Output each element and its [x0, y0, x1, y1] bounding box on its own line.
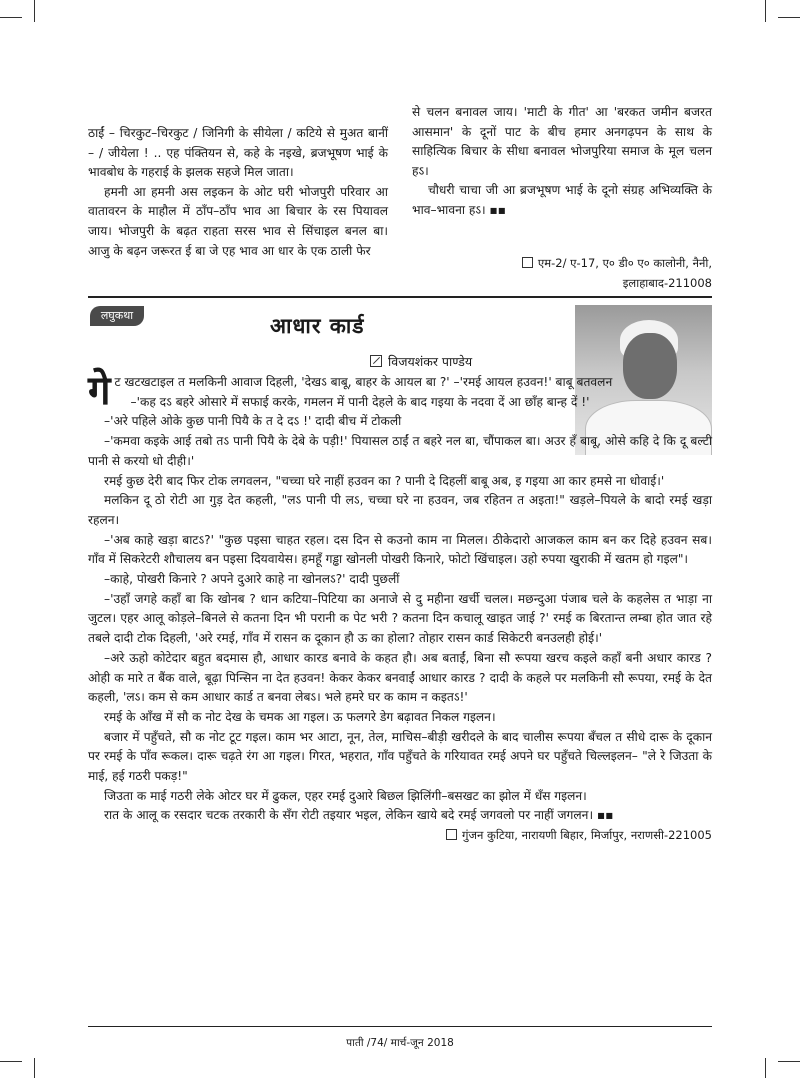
section-divider [88, 296, 712, 298]
paragraph: रमई के आँख में सौ क नोट देख के चमक आ गइल। ऊ फलगरे डेग बढ़ावत निकल गइलन। [104, 709, 496, 724]
paragraph: –'उहाँ जगहे कहाँ बा कि खोनब ? धान कटिया–पिटिया का अनाजे से दु महीना खर्ची चलल। मछन्दुआ पंजाब चले के कहलेस त भाड़ा ना जुटल। एहर आलू कोड़ले–बिनले से कतना दिन भी परानी क पेट भरी ? कतना दिन कचालू खाइत जाई ?' रमई क बिरतान्त लम्बा होत जात रहे तबले दादी टोक दिहली, 'अरे रमई, गाँव में रासन क दूकान हौ ऊ का होला? तोहार रासन कार्ड सिकेटरी बनउलही होई।' [88, 591, 712, 646]
story-address: गुंजन कुटिया, नारायणी बिहार, मिर्जापुर, नराणसी-221005 [88, 826, 712, 846]
drop-cap: गे [88, 368, 111, 414]
top-left-column [88, 124, 388, 261]
crop-mark [778, 17, 800, 18]
paragraph: –अरे ऊहो कोटेदार बहुत बदमास हौ, आधार कारड बनावे के कहत हौ। अब बताईं, बिना सौ रूपया खरच कइले कहाँ बनी अधार कारड ? ओही क मारे त बैंक वाले, बूढ़ा पिन्सिन ना देत हउवन! केकर केकर बनवाईं आधार कारड ? दादी के कहले पर मलकिनी सौ रूपया, रमई के देत कहली, 'लऽ। कम से कम आधार कार्ड त बनवा लेबऽ। भले हमरे घर क काम न कइतऽ!' [88, 650, 712, 705]
address-line: इलाहाबाद-211008 [622, 276, 712, 290]
footer-divider [88, 1026, 712, 1027]
paragraph: गेट खटखटाइल त मलकिनी आवाज दिहली, 'देखऽ बाबू, बाहर के आयल बा ?' –'रमई आयल हउवन!' बाबू बतवलन [88, 368, 613, 414]
paragraph: बजार में पहुँचते, सौ क नोट टूट गइल। काम भर आटा, नून, तेल, माचिस–बीड़ी खरीदले के बाद चालीस रूपया बँचल त सीधे दारू के दूकान पर रमई के पाँव रूकल। दारू चढ़ते रंग आ गइल। गिरत, भहरात, गाँव पहुँचते के गरियावत रमई अपने घर पहुँचते चिल्लइलन– "ले रे जिउता के माई, हई गठरी पकड़!" [88, 729, 712, 784]
paragraph: –'कह दऽ बहरे ओसारे में सफाई करके, गमलन में पानी देहले के बाद गइया के नदवा दें आ छाँह बान्ह दें !' [130, 394, 590, 409]
paragraph: –'अब काहे खड़ा बाटऽ?' "कुछ पइसा चाहत रहल। दस दिन से कउनो काम ना मिलल। ठीकेदारो आजकल काम बन कर दिहे हउवन सब। गाँव में सिकरेटरी शौचालय बन पइसा दियवायेस। हमहूँ गड्ढा खोनली पोखरी किनारे, फोटो खिंचाइल। उहो रुपया खुराकी में खतम हो गइल"। [88, 532, 712, 567]
paragraph: जिउता क माई गठरी लेके ओटर घर में ढुकल, एहर रमई दुआरे बिछल झिलिंगी–बसखट का झोल में धँस गइलन। [104, 788, 587, 803]
page-footer: पाती /74/ मार्च-जून 2018 [346, 1037, 454, 1049]
paragraph: हमनी आ हमनी अस लइकन के ओट घरी भोजपुरी परिवार आ वातावरन के माहौल में ठाँप–ठाँप भाव आ बिचार के रस पियावल जाय। भोजपुरी के बढ़त राहता सरस भाव से सिंचाइल बनल बा। आजु के बढ़न जरूरत ई बा जे एह भाव आ धार के एक ठाली फेर [88, 184, 388, 258]
paragraph: –'अरे पहिले ओके कुछ पानी पियै के त दे दऽ !' दादी बीच में टोकली [104, 414, 402, 429]
pen-icon [370, 355, 382, 367]
crop-mark [0, 17, 22, 18]
crop-mark [34, 0, 35, 22]
paragraph: रात के आलू क रसदार चटक तरकारी के सँग रोटी तइयार भइल, लेकिन खाये बदे रमई जगवलो पर नाहीं जगलन। ▪▪ [104, 808, 614, 823]
crop-mark [765, 1058, 766, 1078]
paragraph: से चलन बनावल जाय। 'माटी के गीत' आ 'बरकत जमीन बजरत आसमान' के दूनों पाट के बीच हमार अनगढ़पन के साथ के साहित्यिक बिचार के सीधा बनावल भोजपुरिया समाज के मूल चलन हऽ। [412, 105, 712, 178]
crop-mark [34, 1058, 35, 1078]
top-right-column [412, 103, 712, 221]
paragraph: रमई कुछ देरी बाद फिर टोक लगवलन, "चच्चा घरे नाहीं हउवन का ? पानी दे दिहलीं बाबू अब, इ गइया आ कार हमसे ना धोवाई।' [104, 473, 665, 488]
paragraph: चौधरी चाचा जी आ ब्रजभूषण भाई के दूनो संग्रह अभिव्यक्ति के भाव–भावना हऽ। ▪▪ [412, 183, 712, 217]
paragraph: –काहे, पोखरी किनारे ? अपने दुआरे काहे ना खोनलऽ?' दादी पुछलीं [104, 572, 400, 587]
address-line: एम-2/ ए-17, ए० डी० ए० कालोनी, नैनी, [412, 253, 712, 273]
paragraph: ठाईं – चिरकुट–चिरकुट / जिनिगी के सीयेला / कटिये से मुअत बानीं – / जीयेला ! .. एह पंक्तियन से, कहे के नइखे, ब्रजभूषण भाई के भावबोध के गहराई के झलक सहजे मिल जाता। [88, 126, 388, 180]
story-author: विजयशंकर पाण्डेय [370, 353, 472, 370]
story-body [88, 368, 712, 846]
category-tag: लघुकथा [90, 306, 144, 326]
crop-mark [765, 0, 766, 22]
top-address [412, 253, 712, 293]
square-bullet-icon [522, 257, 533, 268]
crop-mark [778, 1061, 800, 1062]
square-bullet-icon [446, 829, 457, 840]
crop-mark [0, 1061, 22, 1062]
story-title: आधार कार्ड [270, 314, 365, 338]
paragraph: मलकिन दू ठो रोटी आ गुड़ देत कहली, "लऽ पानी पी लऽ, चच्चा घरे ना हउवन, जब रहितन त अइता!" खड़ले–पियले के बादो रमई खड़ा रहलन। [88, 493, 712, 527]
paragraph: –'कमवा कइके आई तबो तऽ पानी पियै के देबे के पड़ी!' पियासल ठाईं त बहरे नल बा, चौंपाकल बा। अउर हँ बाबू, ओसे कहि दे कि दू बल्टी पानी से करयो धो दीही।' [88, 434, 712, 468]
